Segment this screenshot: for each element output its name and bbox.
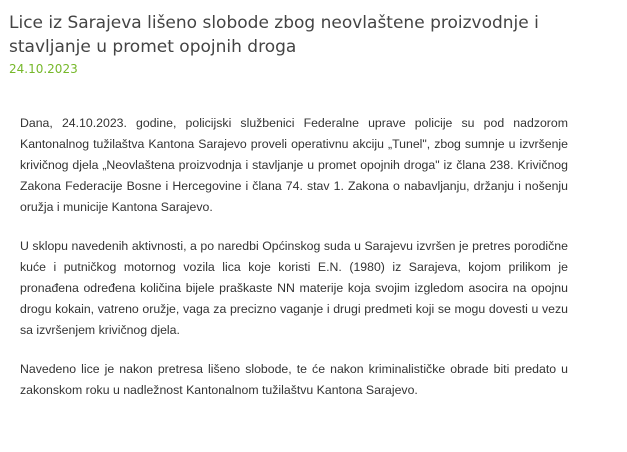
article-paragraph: U sklopu navedenih aktivnosti, a po naredbi Općinskog suda u Sarajevu izvršen je pretres porodične kuće i putničkog motornog vozila lica koje koristi E.N. (1980) iz Sarajeva, kojom prilikom je pronađena određena količina bijele praškaste NN materije koja svojim izgledom asocira na opojnu drogu kokain, vatreno oružje, vaga za precizno vaganje i drugi predmeti koji se mogu dovesti u vezu sa izvršenjem krivičnog djela.: [20, 239, 568, 337]
article-body: [20, 113, 568, 419]
article-paragraph: Dana, 24.10.2023. godine, policijski službenici Federalne uprave policije su pod nadzorom Kantonalnog tužilaštva Kantona Sarajevo proveli operativnu akciju „Tunel", zbog sumnje u izvršenje krivičnog djela „Neovlaštena proizvodnja i stavljanje u promet opojnih droga" iz člana 238. Krivičnog Zakona Federacije Bosne i Hercegovine i člana 74. stav 1. Zakona o nabavljanju, držanju i nošenju oružja i municije Kantona Sarajevo.: [20, 116, 568, 214]
article-date: 24.10.2023: [9, 62, 78, 76]
article-title: Lice iz Sarajeva lišeno slobode zbog neovlaštene proizvodnje i stavljanje u promet opojnih droga: [9, 13, 539, 57]
article-paragraph: Navedeno lice je nakon pretresa lišeno slobode, te će nakon kriminalističke obrade biti predato u zakonskom roku u nadležnost Kantonalnom tužilaštvu Kantona Sarajevo.: [20, 362, 568, 397]
